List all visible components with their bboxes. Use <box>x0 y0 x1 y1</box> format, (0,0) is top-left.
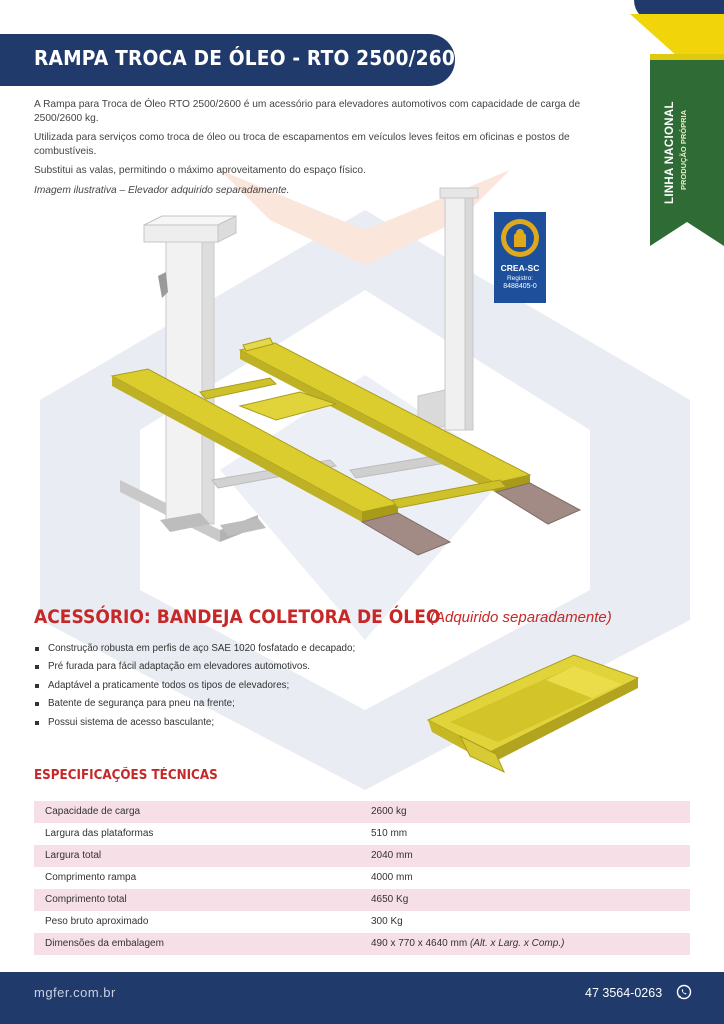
spec-label: Largura total <box>45 850 102 861</box>
table-row <box>34 867 690 889</box>
table-row <box>34 911 690 933</box>
page-title: RAMPA TROCA DE ÓLEO - RTO 2500/2600 <box>34 46 469 70</box>
list-item <box>34 695 404 713</box>
list-item <box>34 677 404 695</box>
accessory-title: ACESSÓRIO: BANDEJA COLETORA DE ÓLEO <box>34 606 441 628</box>
list-item <box>34 658 404 676</box>
crea-seal-icon <box>499 217 541 259</box>
table-row <box>34 889 690 911</box>
list-item <box>34 640 404 658</box>
feature-text: Adaptável a praticamente todos os tipos de elevadores; <box>48 679 290 691</box>
accessory-subtitle: (Adquirido separadamente) <box>430 609 612 626</box>
spec-value: 490 x 770 x 4640 mm (Alt. x Larg. x Comp.) <box>371 938 565 949</box>
footer <box>0 972 724 1024</box>
accessory-heading <box>34 606 612 628</box>
spec-label: Comprimento total <box>45 894 127 905</box>
spec-label: Peso bruto aproximado <box>45 916 149 927</box>
specs-table <box>34 801 690 955</box>
bullet-icon <box>35 647 39 651</box>
table-row <box>34 823 690 845</box>
spec-value: 300 Kg <box>371 916 403 927</box>
spec-value: 2040 mm <box>371 850 413 861</box>
spec-value: 4000 mm <box>371 872 413 883</box>
intro-paragraph-2: Utilizada para serviços como troca de óleo ou troca de escapamentos em veículos leves feitos em oficinas e postos de combustíveis. <box>34 132 570 157</box>
title-banner <box>0 34 469 86</box>
phone-number[interactable]: 47 3564-0263 <box>585 986 663 1000</box>
oil-collector-tray-image <box>424 650 642 775</box>
intro-paragraph-1: A Rampa para Troca de Óleo RTO 2500/2600 é um acessório para elevadores automotivos com capacidade de carga de 2500/2600 kg. <box>34 99 581 124</box>
origin-ribbon <box>630 14 724 246</box>
spec-label: Dimensões da embalagem <box>45 938 164 949</box>
spec-label: Capacidade de carga <box>45 806 141 817</box>
feature-text: Possui sistema de acesso basculante; <box>48 716 215 728</box>
accessory-feature-list <box>34 640 404 732</box>
spec-value: 510 mm <box>371 828 408 839</box>
feature-text: Pré furada para fácil adaptação em elevadores automotivos. <box>48 661 310 673</box>
spec-value: 2600 kg <box>371 806 407 817</box>
crea-registro-label: Registro: <box>506 275 533 282</box>
bullet-icon <box>35 721 39 725</box>
spec-label: Comprimento rampa <box>45 872 137 883</box>
spec-label: Largura das plataformas <box>45 828 154 839</box>
bullet-icon <box>35 684 39 688</box>
crea-name: CREA-SC <box>500 263 540 273</box>
intro-paragraph-3: Substitui as valas, permitindo o máximo aproveitamento do espaço físico. <box>34 165 366 176</box>
table-row <box>34 801 690 823</box>
bullet-icon <box>35 665 39 669</box>
whatsapp-icon[interactable] <box>676 984 692 1000</box>
spec-note: (Alt. x Larg. x Comp.) <box>469 938 565 949</box>
crea-badge <box>494 212 546 303</box>
ribbon-label-production: PRODUÇÃO PRÓPRIA <box>679 109 688 190</box>
crea-registro-number: 8488405-0 <box>503 283 537 290</box>
bullet-icon <box>35 702 39 706</box>
oil-ramp-lift-illustration <box>100 180 630 590</box>
list-item <box>34 714 404 732</box>
spec-value: 4650 Kg <box>371 894 409 905</box>
specs-title: ESPECIFICAÇÕES TÉCNICAS <box>34 768 218 783</box>
ribbon-label-national: LINHA NACIONAL <box>664 101 676 204</box>
image-note: Imagem ilustrativa – Elevador adquirido separadamente. <box>34 184 290 196</box>
feature-text: Batente de segurança para pneu na frente; <box>48 698 235 710</box>
table-row <box>34 845 690 867</box>
table-row <box>34 933 690 955</box>
website-link[interactable]: mgfer.com.br <box>34 985 116 1000</box>
feature-text: Construção robusta em perfis de aço SAE 1020 fosfatado e decapado; <box>48 643 356 654</box>
